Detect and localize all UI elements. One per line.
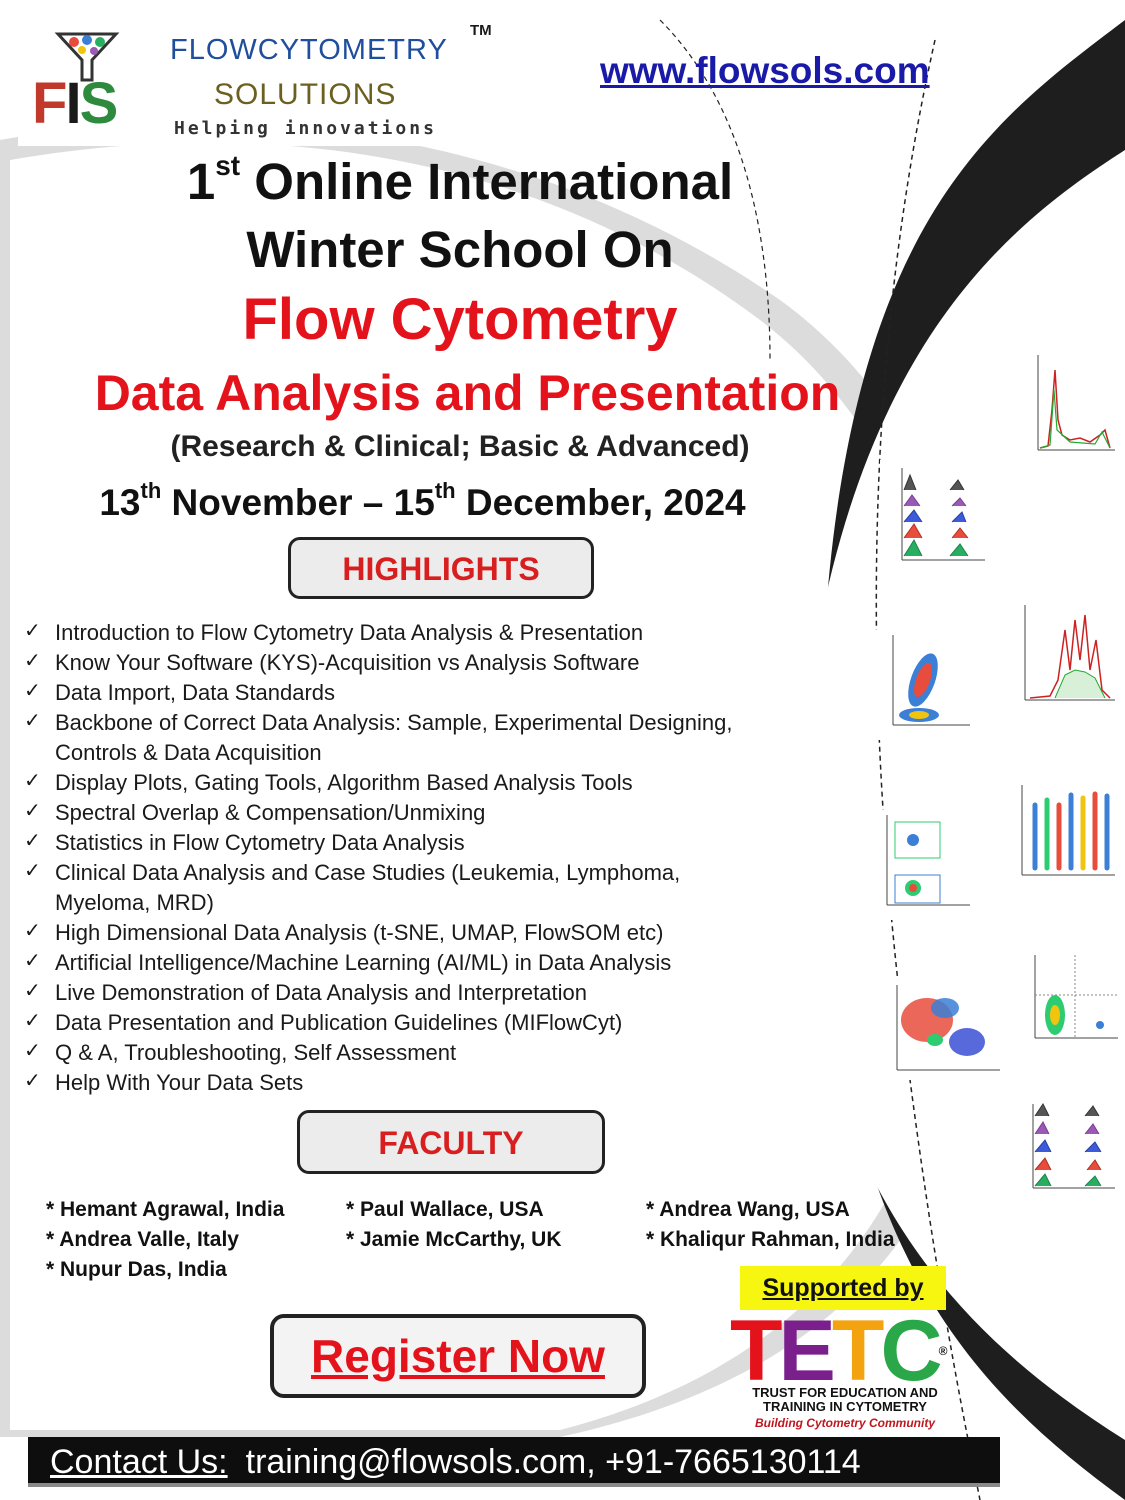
title-line3: Flow Cytometry	[242, 287, 678, 352]
faculty-member: * Jamie McCarthy, UK	[346, 1228, 562, 1251]
highlight-text: Help With Your Data Sets	[55, 1070, 304, 1095]
check-icon: ✓	[24, 858, 41, 882]
title-line5: (Research & Clinical; Basic & Advanced)	[170, 430, 750, 463]
faculty-member: * Andrea Valle, Italy	[46, 1228, 239, 1251]
tetc-fullname	[728, 1386, 962, 1414]
check-icon: ✓	[24, 1068, 41, 1092]
supported-by-text: Supported by	[762, 1274, 924, 1302]
highlight-text: Live Demonstration of Data Analysis and Interpretation	[55, 980, 587, 1005]
list-item	[22, 948, 802, 978]
register-now-button[interactable]	[270, 1314, 646, 1398]
tetc-letter-t2: T	[831, 1303, 881, 1399]
list-item	[22, 1008, 802, 1038]
list-item	[22, 768, 802, 798]
title-ordinal-suffix: st	[215, 150, 241, 181]
event-dates	[0, 478, 845, 524]
logo-monogram: FIS	[32, 71, 117, 136]
list-item	[22, 1068, 802, 1098]
faculty-member: * Khaliqur Rahman, India	[646, 1228, 895, 1251]
plot-thumbnail-icon	[1015, 1100, 1120, 1200]
check-icon: ✓	[24, 978, 41, 1002]
tetc-letter-c: C	[880, 1303, 939, 1399]
tetc-letter-e: E	[778, 1303, 832, 1399]
check-icon: ✓	[24, 828, 41, 852]
start-month: November –	[161, 482, 394, 523]
end-day-suffix: th	[434, 478, 456, 503]
highlight-text: Display Plots, Gating Tools, Algorithm Based Analysis Tools	[55, 770, 633, 795]
start-day-suffix: th	[140, 478, 162, 503]
title-line1-rest: Online International	[240, 153, 734, 210]
plot-thumbnail-icon	[875, 980, 1005, 1080]
title-ordinal: 1	[186, 153, 216, 210]
highlight-text: High Dimensional Data Analysis (t-SNE, UMAP, FlowSOM etc)	[55, 920, 664, 945]
plot-thumbnail-icon	[865, 630, 975, 740]
highlight-text: Introduction to Flow Cytometry Data Analysis & Presentation	[55, 620, 644, 645]
highlight-text: Spectral Overlap & Compensation/Unmixing	[55, 800, 486, 825]
list-item	[22, 858, 802, 918]
tetc-registered: ®	[938, 1344, 944, 1358]
list-item	[22, 1038, 802, 1068]
tetc-line2: TRAINING IN CYTOMETRY	[763, 1399, 927, 1414]
end-rest: December, 2024	[455, 482, 746, 523]
faculty-member: * Nupur Das, India	[46, 1258, 227, 1281]
highlight-text: Backbone of Correct Data Analysis: Sample, Experimental Designing, Controls & Data Acquisition	[55, 710, 733, 765]
highlights-list	[22, 618, 802, 1098]
plot-thumbnail-icon	[1000, 780, 1120, 890]
check-icon: ✓	[24, 1038, 41, 1062]
check-icon: ✓	[24, 678, 41, 702]
contact-details[interactable]: training@flowsols.com, +91-7665130114	[245, 1443, 861, 1481]
register-label: Register Now	[311, 1330, 605, 1382]
check-icon: ✓	[24, 798, 41, 822]
logo-line1: FLOWCYTOMETRY	[170, 34, 448, 66]
plot-thumbnail-icon	[1010, 600, 1120, 720]
check-icon: ✓	[24, 948, 41, 972]
contact-bar	[28, 1437, 1000, 1487]
website-link[interactable]: www.flowsols.com	[600, 50, 930, 91]
faculty-heading: FACULTY	[297, 1110, 605, 1174]
list-item	[22, 648, 802, 678]
faculty-member: * Andrea Wang, USA	[646, 1198, 850, 1221]
check-icon: ✓	[24, 768, 41, 792]
list-item	[22, 828, 802, 858]
check-icon: ✓	[24, 618, 41, 642]
check-icon: ✓	[24, 918, 41, 942]
tetc-letter-t1: T	[730, 1303, 779, 1399]
plot-thumbnail-icon	[1020, 950, 1120, 1050]
highlight-text: Q & A, Troubleshooting, Self Assessment	[55, 1040, 457, 1065]
highlight-text: Data Presentation and Publication Guidelines (MIFlowCyt)	[55, 1010, 623, 1035]
check-icon: ✓	[24, 708, 41, 732]
start-day: 13	[99, 482, 141, 523]
highlight-text: Know Your Software (KYS)-Acquisition vs Analysis Software	[55, 650, 640, 675]
check-icon: ✓	[24, 1008, 41, 1032]
check-icon: ✓	[24, 648, 41, 672]
logo-line2: SOLUTIONS	[214, 78, 397, 111]
highlights-heading: HIGHLIGHTS	[288, 537, 594, 599]
list-item	[22, 618, 802, 648]
plot-thumbnail-icon	[880, 460, 990, 575]
list-item	[22, 708, 802, 768]
faculty-member: * Paul Wallace, USA	[346, 1198, 544, 1221]
highlight-text: Data Import, Data Standards	[55, 680, 336, 705]
logo-tagline: Helping innovations	[174, 118, 437, 139]
plot-thumbnail-icon	[1010, 350, 1120, 465]
list-item	[22, 798, 802, 828]
highlight-text: Artificial Intelligence/Machine Learning (AI/ML) in Data Analysis	[55, 950, 672, 975]
tetc-tagline: Building Cytometry Community	[754, 1416, 935, 1430]
highlight-text: Statistics in Flow Cytometry Data Analysis	[55, 830, 465, 855]
highlight-text: Clinical Data Analysis and Case Studies (Leukemia, Lymphoma, Myeloma, MRD)	[55, 860, 681, 915]
faculty-member: * Hemant Agrawal, India	[46, 1198, 285, 1221]
tetc-line1: TRUST FOR EDUCATION AND	[752, 1385, 938, 1400]
title-line4: Data Analysis and Presentation	[94, 365, 841, 421]
end-day: 15	[393, 482, 435, 523]
logo-trademark: TM	[470, 22, 492, 39]
title-line2: Winter School On	[246, 221, 674, 278]
list-item	[22, 918, 802, 948]
list-item	[22, 978, 802, 1008]
contact-label: Contact Us:	[50, 1443, 228, 1481]
plot-thumbnail-icon	[865, 810, 975, 920]
title-line1	[0, 150, 920, 211]
list-item	[22, 678, 802, 708]
